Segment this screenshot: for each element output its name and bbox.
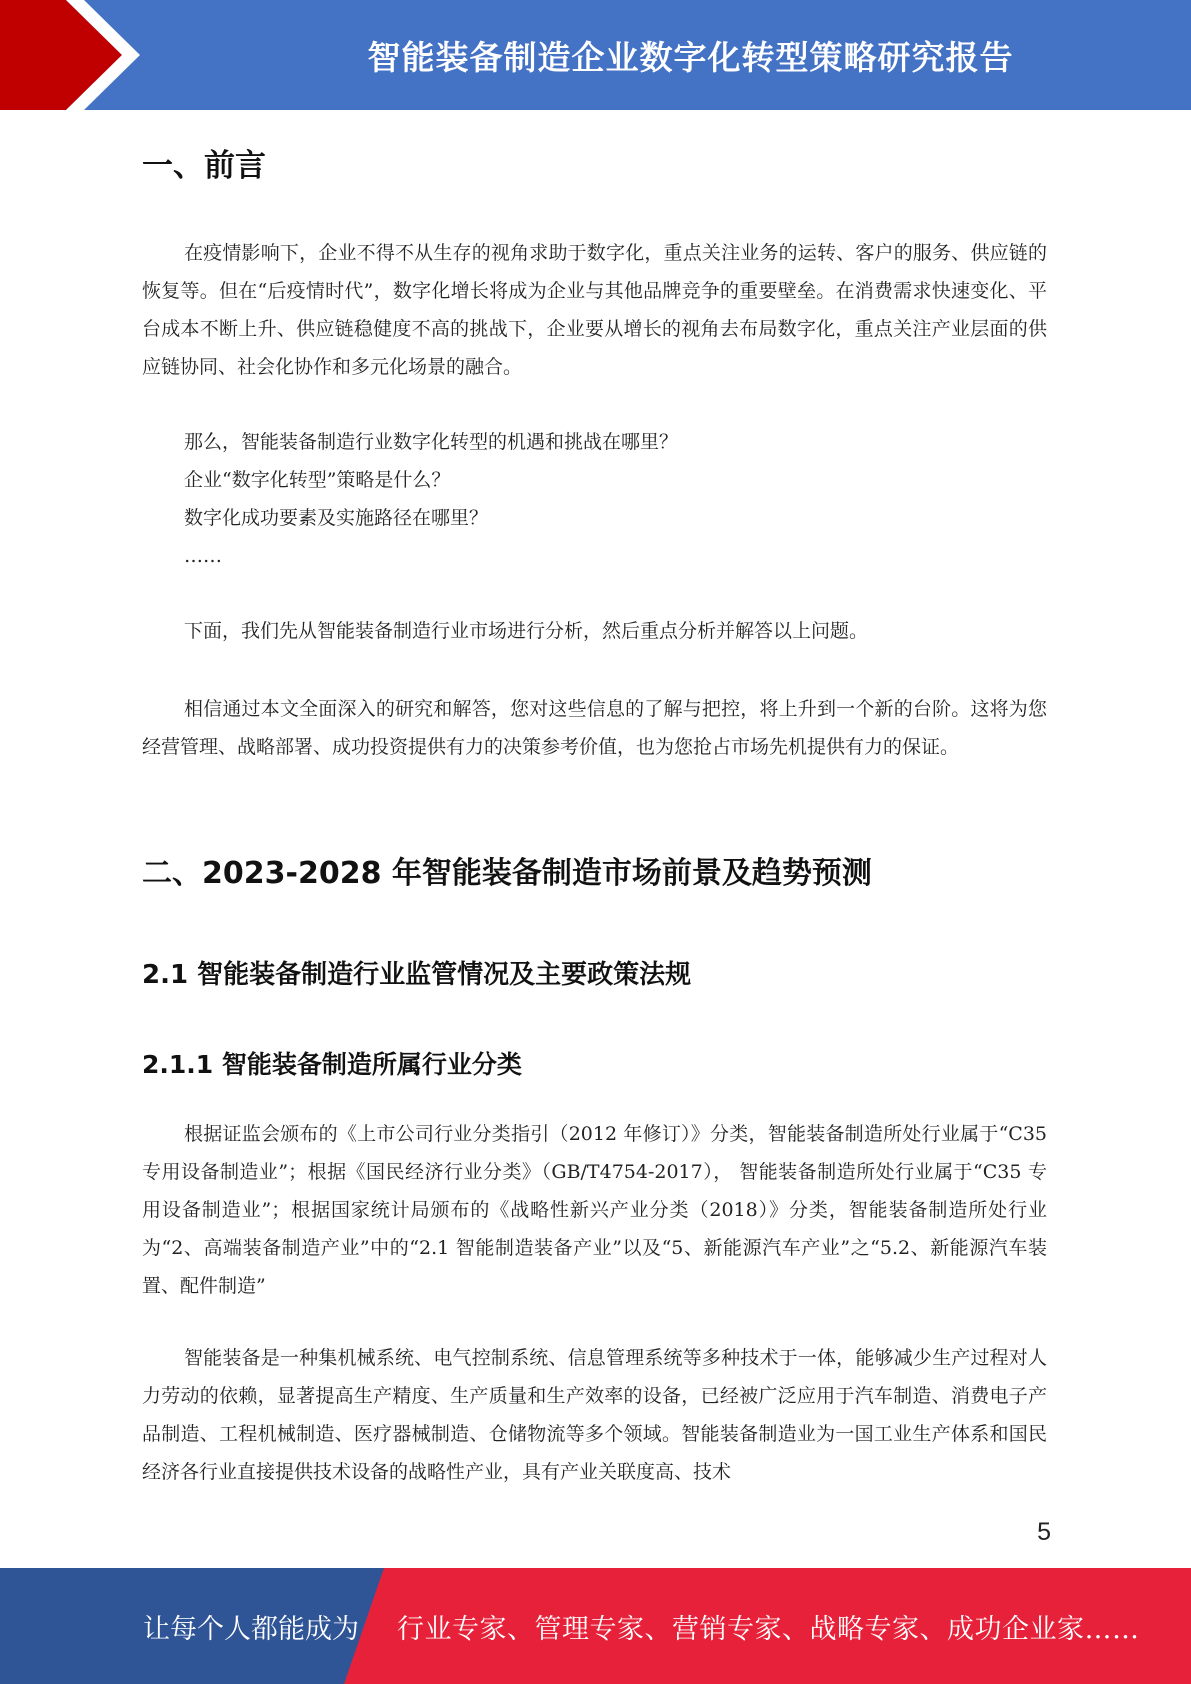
subsection-heading-2-1-1: 2.1.1 智能装备制造所属行业分类 bbox=[142, 1050, 522, 1079]
preface-paragraph-2: 下面，我们先从智能装备制造行业市场进行分析，然后重点分析并解答以上问题。 bbox=[184, 620, 869, 642]
footer-slogan-left: 让每个人都能成为 bbox=[143, 1613, 359, 1645]
list-item: 数字化成功要素及实施路径在哪里？ bbox=[184, 507, 489, 529]
preface-paragraph-3: 相信通过本文全面深入的研究和解答，您对这些信息的了解与把控，将上升到一个新的台阶。这将为您经营管理、战略部署、成功投资提供有力的决策参考价值，也为您抢占市场先机提供有力的保证。 bbox=[142, 698, 1047, 758]
list-item: …… bbox=[184, 545, 222, 567]
header-banner bbox=[0, 0, 1191, 110]
chevron-arrow-icon bbox=[0, 0, 160, 110]
preface-paragraph-1: 在疫情影响下，企业不得不从生存的视角求助于数字化，重点关注业务的运转、客户的服务、供应链的恢复等。但在“后疫情时代”，数字化增长将成为企业与其他品牌竞争的重要壁垒。在消费需求快速变化、平台成本不断上升、供应链稳健度不高的挑战下，企业要从增长的视角去布局数字化，重点关注产业层面的供应链协同、社会化协作和多元化场景的融合。 bbox=[142, 242, 1047, 378]
footer-banner bbox=[0, 1568, 1191, 1684]
list-item: 那么，智能装备制造行业数字化转型的机遇和挑战在哪里？ bbox=[184, 431, 679, 453]
question-list bbox=[184, 423, 678, 575]
list-item: 企业“数字化转型”策略是什么？ bbox=[184, 469, 451, 491]
subsection-heading-2-1: 2.1 智能装备制造行业监管情况及主要政策法规 bbox=[142, 960, 692, 990]
page-number: 5 bbox=[1037, 1518, 1051, 1546]
section-heading-preface: 一、前言 bbox=[142, 148, 266, 184]
classification-paragraph: 根据证监会颁布的《上市公司行业分类指引（2012 年修订）》分类，智能装备制造所处行业属于“C35 专用设备制造业”；根据《国民经济行业分类》（GB/T4754-2017）， 智能装备制造所处行业属于“C35 专用设备制造业”；根据国家统计局颁布的《战略性新兴产业分类（2018）》分类，智能装备制造所处行业为“2、高端装备制造产业”中的“2.1 智能制造装备产业”以及“5、新能源汽车产业”之“5.2、新能源汽车装置、配件制造” bbox=[142, 1123, 1047, 1297]
report-title: 智能装备制造企业数字化转型策略研究报告 bbox=[367, 37, 1014, 77]
intelligent-equipment-paragraph: 智能装备是一种集机械系统、电气控制系统、信息管理系统等多种技术于一体，能够减少生产过程对人力劳动的依赖，显著提高生产精度、生产质量和生产效率的设备，已经被广泛应用于汽车制造、消费电子产品制造、工程机械制造、医疗器械制造、仓储物流等多个领域。智能装备制造业为一国工业生产体系和国民经济各行业直接提供技术设备的战略性产业，具有产业关联度高、技术 bbox=[142, 1347, 1047, 1483]
footer-slogan-right: 行业专家、管理专家、营销专家、战略专家、成功企业家…… bbox=[397, 1613, 1140, 1645]
section-heading-market: 二、2023-2028 年智能装备制造市场前景及趋势预测 bbox=[142, 856, 872, 891]
